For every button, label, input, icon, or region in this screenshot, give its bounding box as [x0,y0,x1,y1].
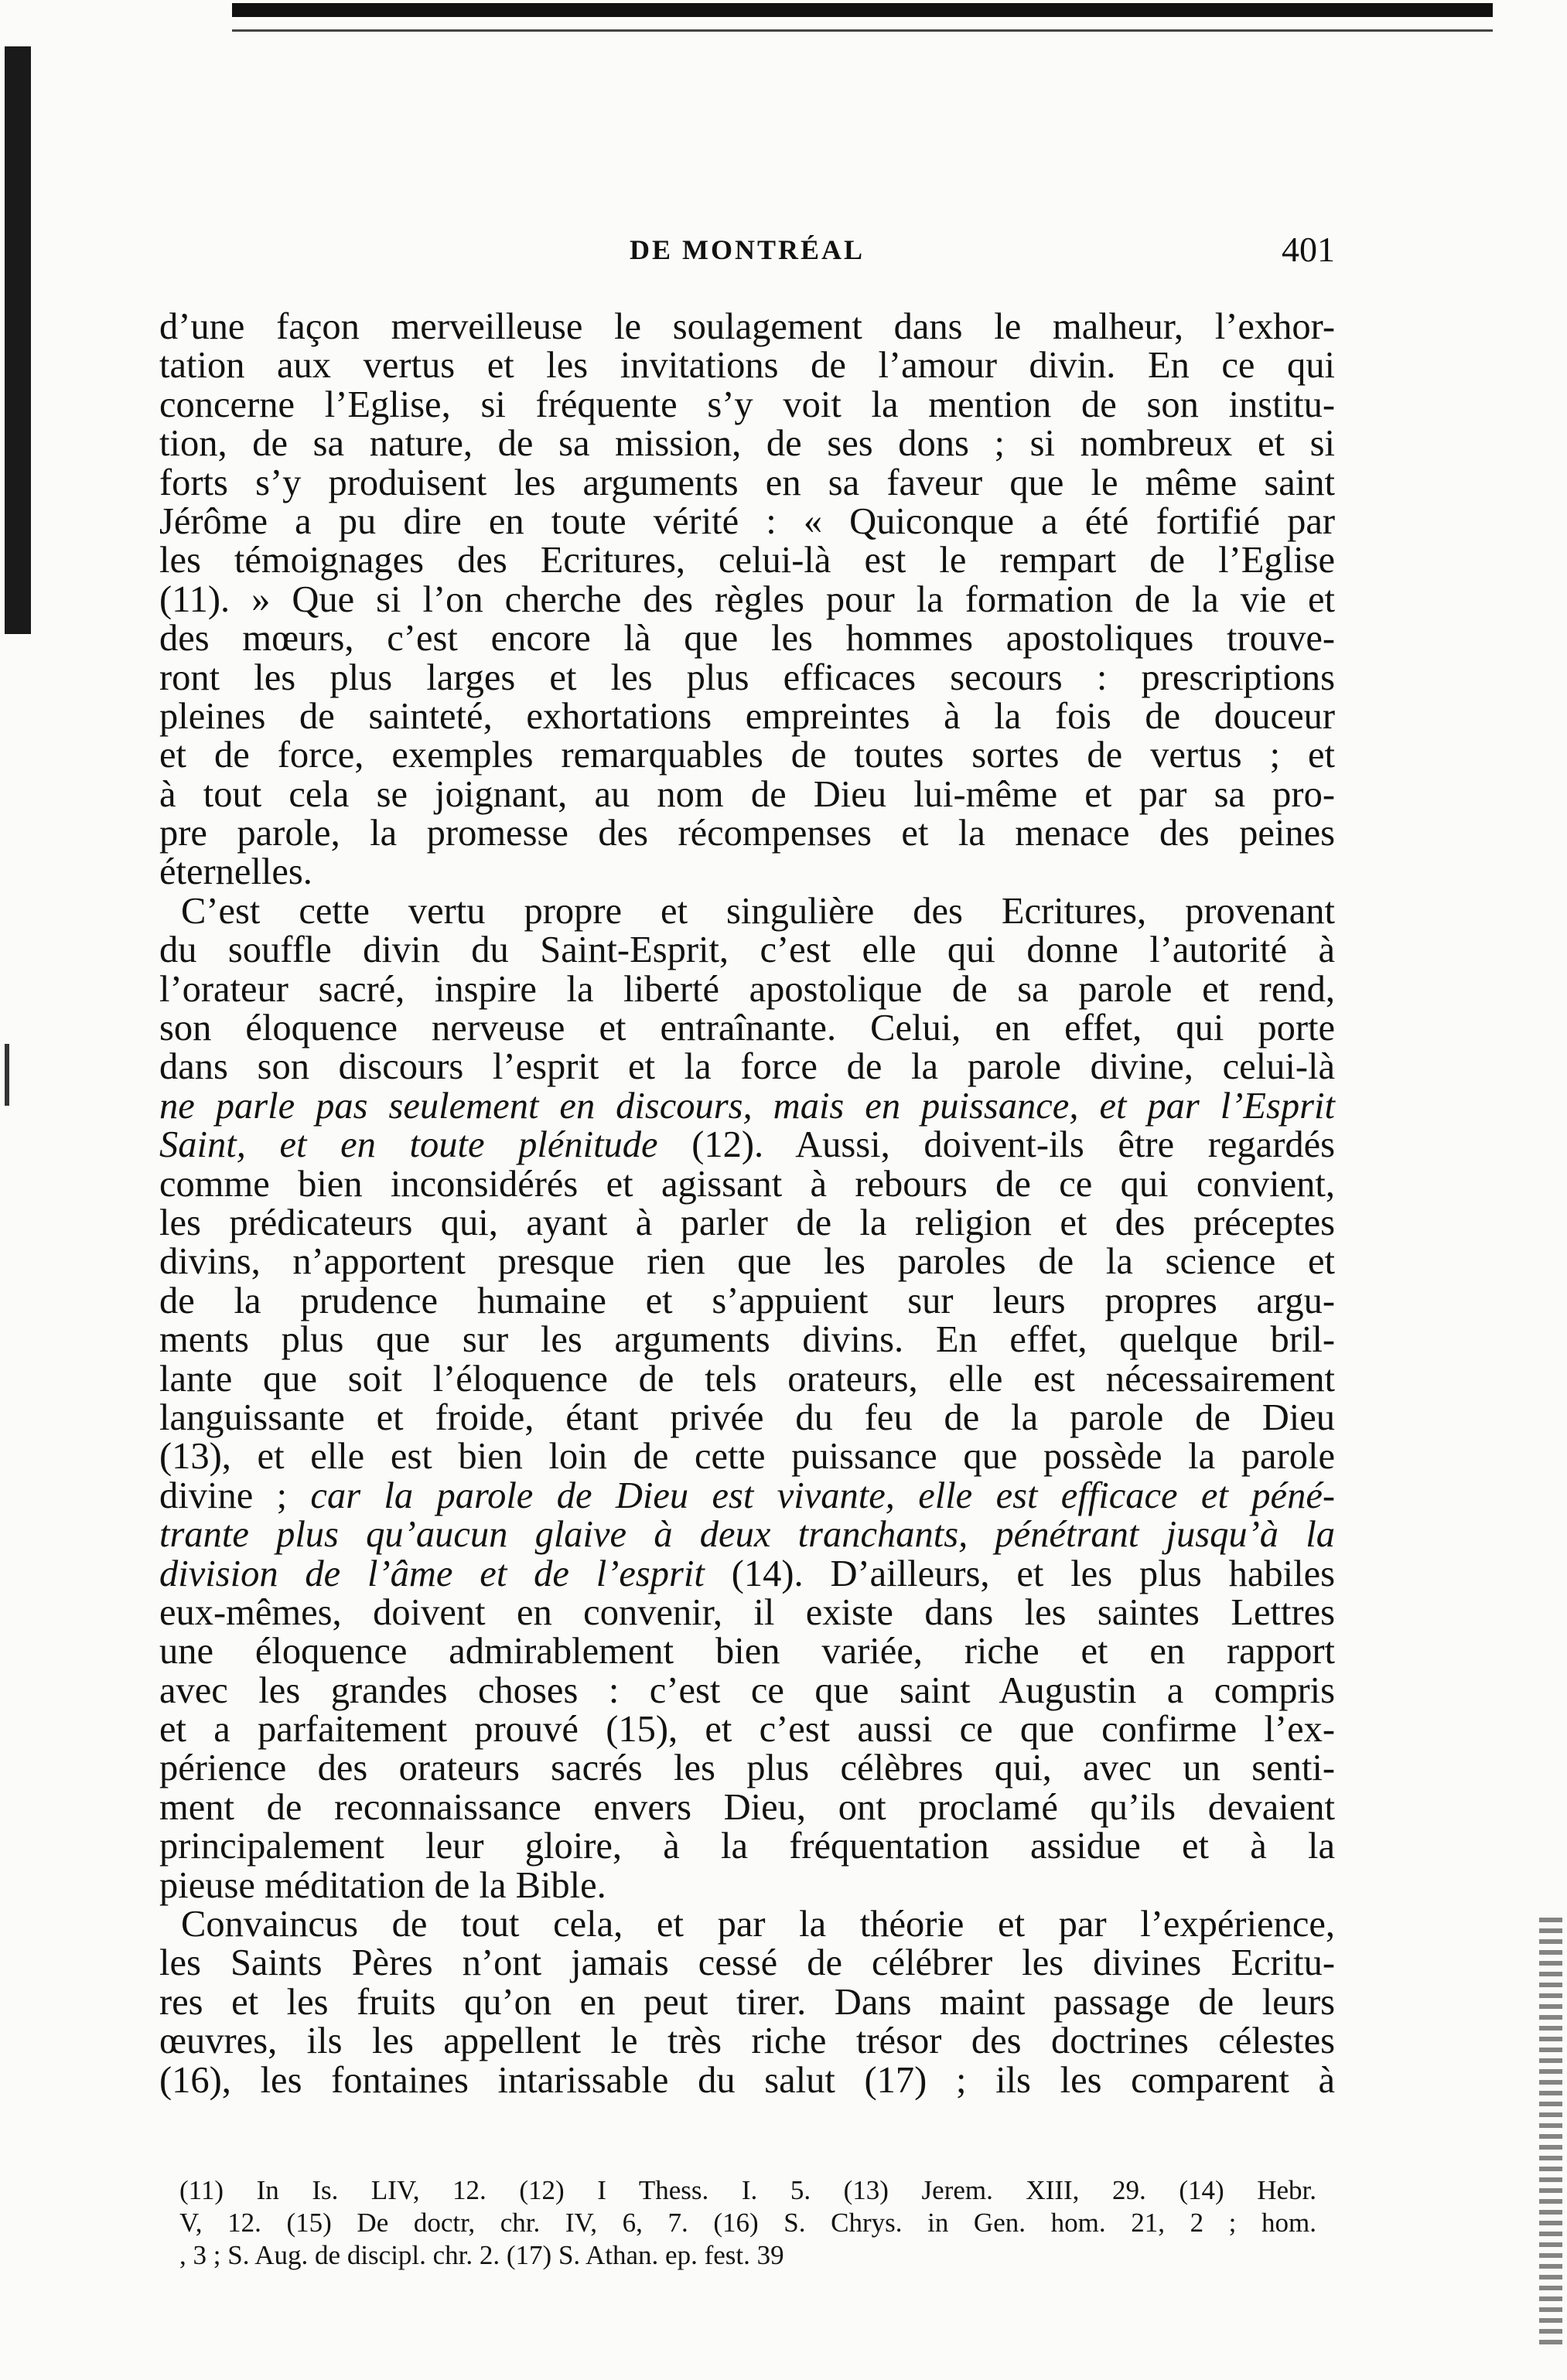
scan-edge-shadow [5,46,31,634]
body-line: les prédicateurs qui, ayant à parler de la religion et des préceptes [159,1202,1335,1243]
body-line: Jérôme a pu dire en toute vérité : « Quiconque a été fortifié par [159,500,1335,542]
footnote-line: (11) In Is. LIV, 12. (12) I Thess. I. 5. (13) Jerem. XIII, 29. (14) Hebr. [179,2175,1316,2205]
body-line: à tout cela se joignant, au nom de Dieu lui-même et par sa pro- [159,773,1335,815]
body-line: ments plus que sur les arguments divins. En effet, quelque bril- [159,1319,1335,1361]
body-line: languissante et froide, étant privée du feu de la parole de Dieu [159,1396,1335,1438]
body-line: périence des orateurs sacrés les plus célèbres qui, avec un senti- [159,1747,1335,1789]
scan-edge-mark [5,1044,9,1106]
body-line: comme bien inconsidérés et agissant à rebours de ce qui convient, [159,1163,1335,1205]
body-line-italic: division de l’âme et de l’esprit [159,1553,705,1594]
top-thin-rule [232,29,1493,32]
body-text [159,308,1335,2100]
body-line: ment de reconnaissance envers Dieu, ont proclamé qu’ils devaient [159,1786,1335,1828]
running-title: DE MONTRÉAL [629,234,865,265]
body-line-italic: trante plus qu’aucun glaive à deux tranchants, pénétrant jusqu’à la [159,1514,1335,1556]
body-line: et a parfaitement prouvé (15), et c’est aussi ce que confirme l’ex- [159,1709,1335,1751]
body-line: C’est cette vertu propre et singulière des Ecritures, provenant [181,890,1335,932]
body-line: du souffle divin du Saint-Esprit, c’est elle qui donne l’autorité à [159,929,1335,971]
footnote-line: , 3 ; S. Aug. de discipl. chr. 2. (17) S. Athan. ep. fest. 39 [179,2240,784,2270]
body-line: de la prudence humaine et s’appuient sur leurs propres argu- [159,1280,1335,1321]
body-line: Convaincus de tout cela, et par la théorie et par l’expérience, [181,1904,1335,1945]
body-line [159,1555,1335,1594]
running-head [159,230,1335,280]
body-line: lante que soit l’éloquence de tels orateurs, elle est nécessairement [159,1358,1335,1400]
top-border-rule [232,3,1493,17]
body-line: avec les grandes choses : c’est ce que saint Augustin a compris [159,1669,1335,1711]
page-number: 401 [1282,230,1335,269]
body-line: divins, n’apportent presque rien que les paroles de la science et [159,1241,1335,1283]
body-line: éternelles. [159,851,312,893]
body-line: l’orateur sacré, inspire la liberté apostolique de sa parole et rend, [159,968,1335,1010]
footnotes [179,2174,1316,2272]
body-line: pleines de sainteté, exhortations empreintes à la fois de douceur [159,695,1335,737]
body-line: et de force, exemples remarquables de toutes sortes de vertus ; et [159,735,1335,776]
body-line-plain: (14). D’ailleurs, et les plus habiles [704,1553,1335,1594]
body-line [159,1516,1335,1554]
footnote-line: V, 12. (15) De doctr, chr. IV, 6, 7. (16) S. Chrys. in Gen. hom. 21, 2 ; hom. [179,2208,1316,2238]
body-line-italic: Saint, et en toute plénitude [159,1124,658,1166]
body-line: dans son discours l’esprit et la force de la parole divine, celui-là [159,1046,1335,1088]
body-line: les Saints Pères n’ont jamais cessé de célébrer les divines Ecritu- [159,1942,1335,1984]
body-line: forts s’y produisent les arguments en sa faveur que le même saint [159,462,1335,503]
body-line: ront les plus larges et les plus efficaces secours : prescriptions [159,656,1335,698]
body-line [159,1126,1335,1164]
body-line-italic: ne parle pas seulement en discours, mais en puissance, et par l’Esprit [159,1085,1335,1127]
body-line: son éloquence nerveuse et entraînante. Celui, en effet, qui porte [159,1008,1335,1049]
body-line: tation aux vertus et les invitations de l’amour divin. En ce qui [159,345,1335,387]
body-line: (11). » Que si l’on cherche des règles pour la formation de la vie et [159,578,1335,620]
scan-edge-speckle [1539,1918,1562,2351]
body-line: des mœurs, c’est encore là que les hommes apostoliques trouve- [159,618,1335,660]
body-line: principalement leur gloire, à la fréquentation assidue et à la [159,1826,1335,1867]
body-line [159,1087,1335,1126]
body-line: concerne l’Eglise, si fréquente s’y voit la mention de son institu- [159,384,1335,425]
body-line: pieuse méditation de la Bible. [159,1864,606,1906]
body-line: œuvres, ils les appellent le très riche trésor des doctrines célestes [159,2020,1335,2062]
body-line-plain: (12). Aussi, doivent-ils être regardés [657,1124,1335,1166]
body-line: (16), les fontaines intarissable du salut (17) ; ils les comparent à [159,2059,1335,2101]
body-line: eux-mêmes, doivent en convenir, il existe dans les saintes Lettres [159,1591,1335,1633]
body-line: les témoignages des Ecritures, celui-là est le rempart de l’Eglise [159,540,1335,581]
body-line: tion, de sa nature, de sa mission, de ses dons ; si nombreux et si [159,423,1335,465]
body-line-plain: divine ; [159,1475,311,1516]
body-line [159,1477,1335,1516]
body-line: res et les fruits qu’on en peut tirer. Dans maint passage de leurs [159,1981,1335,2023]
body-line-italic: car la parole de Dieu est vivante, elle est efficace et péné- [310,1475,1335,1516]
body-line: pre parole, la promesse des récompenses et la menace des peines [159,813,1335,854]
body-line: d’une façon merveilleuse le soulagement dans le malheur, l’exhor- [159,306,1335,347]
body-line: une éloquence admirablement bien variée, riche et en rapport [159,1631,1335,1672]
body-line: (13), et elle est bien loin de cette puissance que possède la parole [159,1436,1335,1478]
